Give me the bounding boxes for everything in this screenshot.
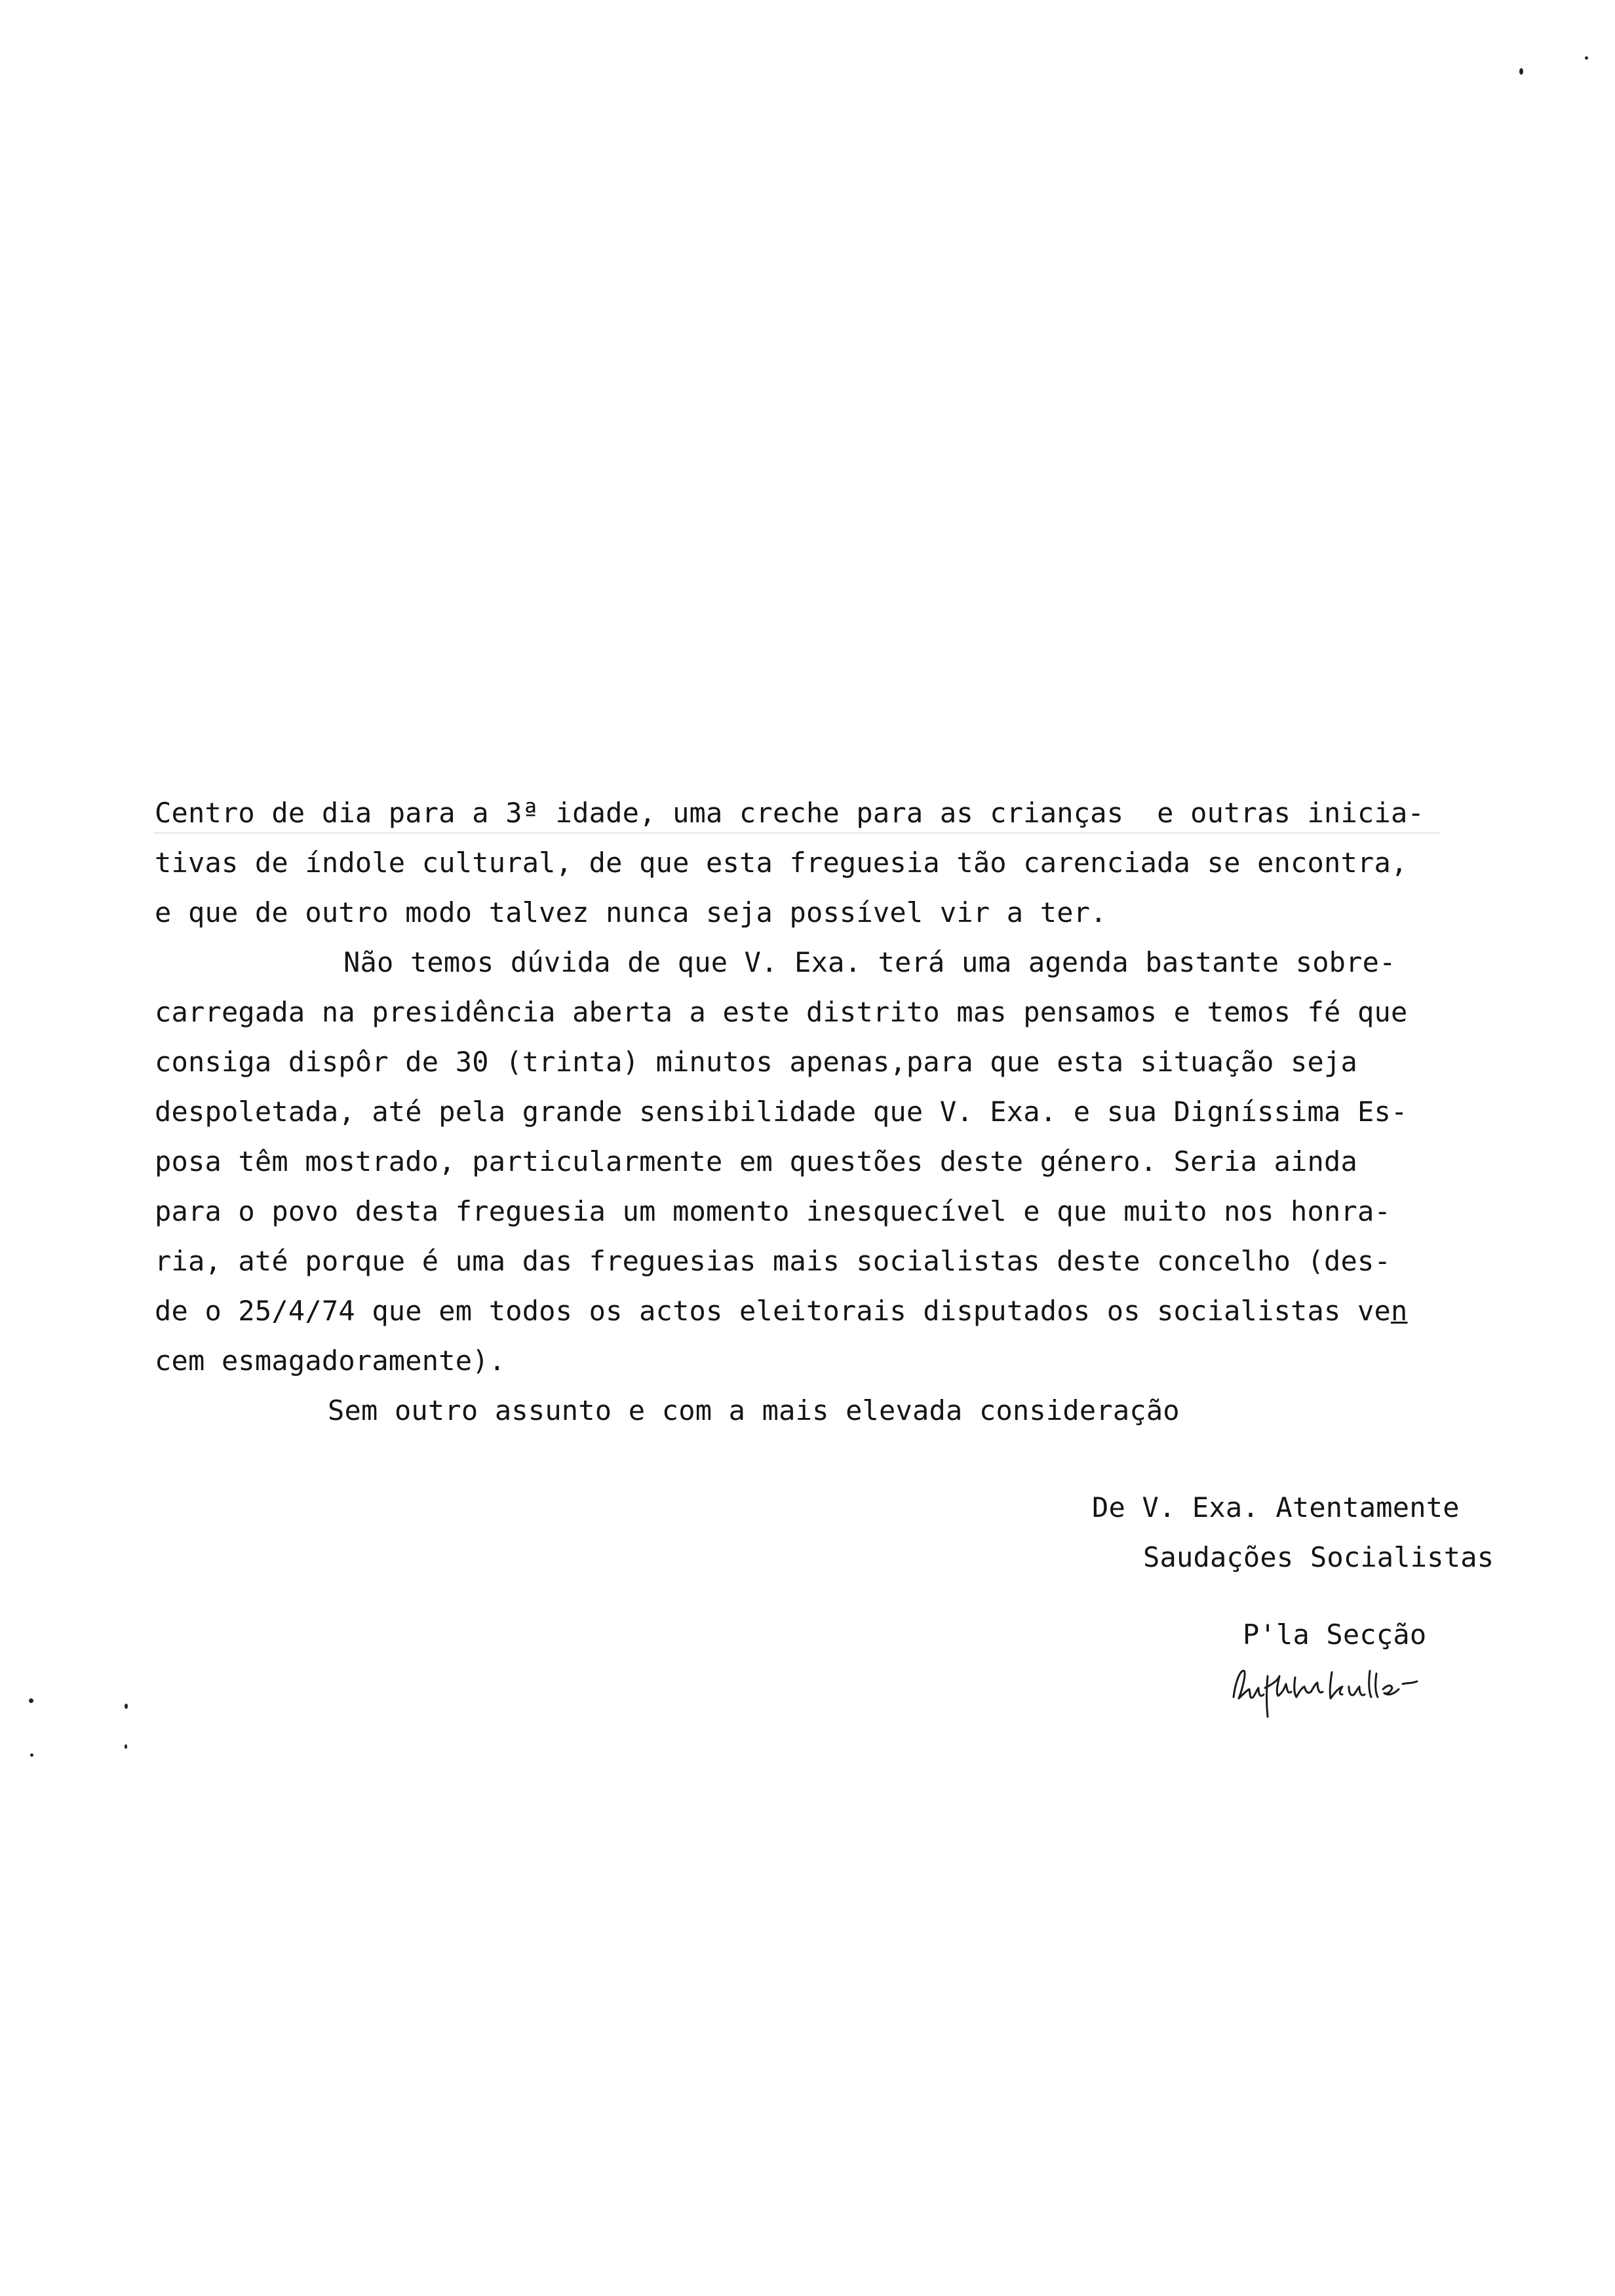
closing-line-3: P'la Secção <box>1243 1618 1427 1651</box>
body-line-6: consiga dispôr de 30 (trinta) minutos apenas,para que esta situação seja <box>155 1046 1358 1078</box>
body-line-11 <box>155 1297 1407 1325</box>
body-line-8: posa têm mostrado, particularmente em questões deste género. Seria ainda <box>155 1145 1358 1177</box>
scan-speck <box>125 1744 127 1749</box>
closing-line-2: Saudações Socialistas <box>1143 1541 1494 1573</box>
body-line-7: despoletada, até pela grande sensibilidade que V. Exa. e sua Digníssima Es- <box>155 1096 1408 1128</box>
body-line-5: carregada na presidência aberta a este distrito mas pensamos e temos fé que <box>155 996 1408 1028</box>
scan-speck <box>1585 56 1588 60</box>
body-line-4: Não temos dúvida de que V. Exa. terá uma agenda bastante sobre- <box>343 946 1396 978</box>
scan-speck <box>1519 68 1523 75</box>
scan-speck <box>30 1753 33 1757</box>
scan-speck <box>29 1698 33 1703</box>
scan-speck <box>125 1704 128 1709</box>
body-line-9: para o povo desta freguesia um momento inesquecível e que muito nos honra- <box>155 1195 1391 1227</box>
closing-line-1: De V. Exa. Atentamente <box>1092 1491 1460 1523</box>
body-line-2: tivas de índole cultural, de que esta freguesia tão carenciada se encontra, <box>155 847 1408 879</box>
handwritten-signature <box>1227 1651 1437 1723</box>
body-line-12: cem esmagadoramente). <box>155 1345 506 1377</box>
body-line-10: ria, até porque é uma das freguesias mais socialistas deste concelho (des- <box>155 1245 1391 1277</box>
body-line-13: Sem outro assunto e com a mais elevada consideração <box>328 1394 1180 1426</box>
body-line-3: e que de outro modo talvez nunca seja possível vir a ter. <box>155 896 1107 928</box>
body-line-11-text: de o 25/4/74 que em todos os actos eleitorais disputados os socialistas ve <box>155 1295 1391 1327</box>
body-line-1: Centro de dia para a 3ª idade, uma creche para as crianças e outras inicia- <box>155 797 1424 829</box>
faint-ruling-line <box>155 832 1439 833</box>
underlined-letter: n <box>1390 1295 1408 1327</box>
